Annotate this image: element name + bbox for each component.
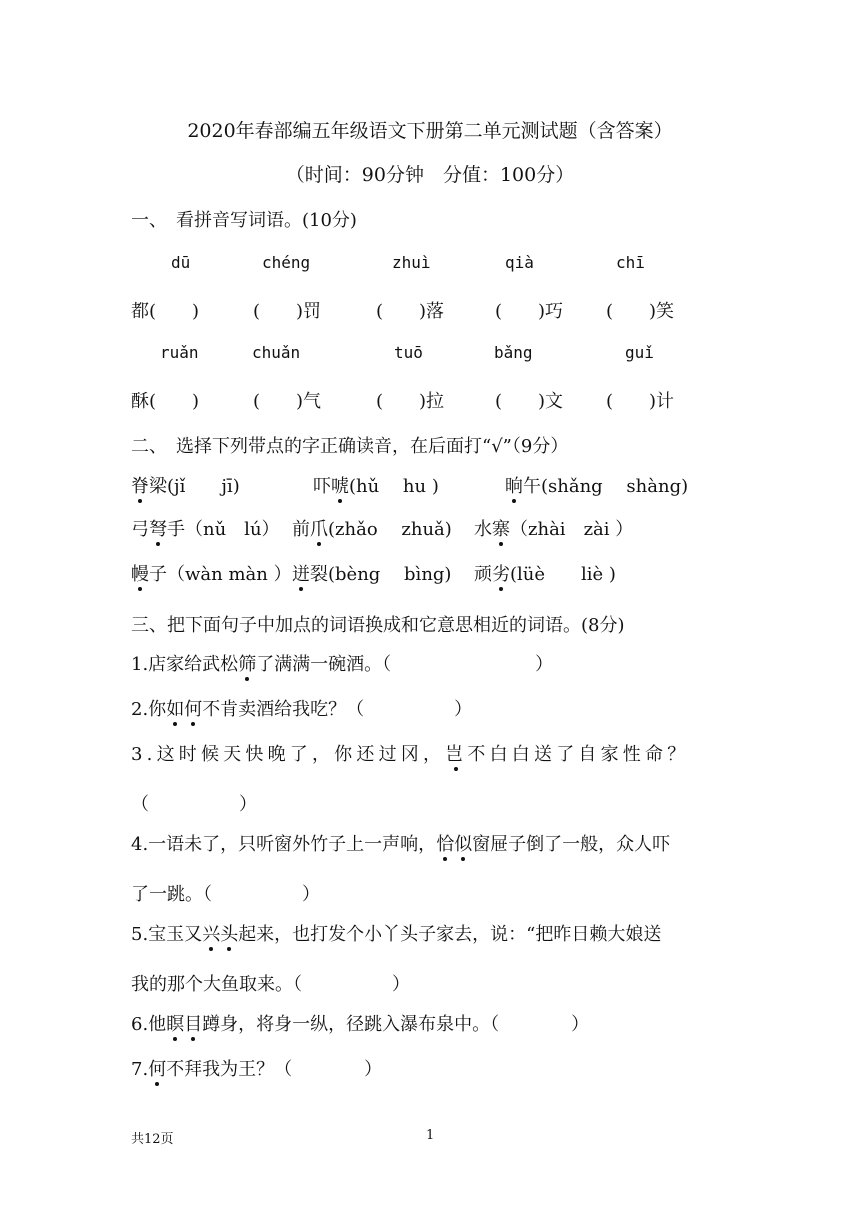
question-4-line2: 了一跳。（ ） xyxy=(131,884,320,905)
reading-item: 顽劣(lüè liè ) xyxy=(474,564,616,585)
pinyin: tuō xyxy=(394,343,423,362)
question-7: 7.何不拜我为王？（ ） xyxy=(131,1059,383,1080)
question-3: 3.这时候天快晚了，你还过冈，岂不白白送了自家性命？ xyxy=(131,744,690,765)
word-blank: 酥( ) xyxy=(131,391,200,412)
word-blank: ( )文 xyxy=(495,391,564,412)
reading-item: 水寨（zhài zài ） xyxy=(474,519,634,540)
pinyin: qià xyxy=(505,253,534,272)
pinyin: chī xyxy=(616,253,645,272)
pinyin: ruǎn xyxy=(160,343,199,362)
question-4: 4.一语未了，只听窗外竹子上一声响，恰似窗屉子倒了一般，众人吓 xyxy=(131,834,671,855)
reading-item: 吓唬(hǔ hu ) xyxy=(313,476,439,497)
question-2: 2.你如何不肯卖酒给我吃？（ ） xyxy=(131,699,473,720)
word-blank: ( )落 xyxy=(376,301,445,322)
footer-total-pages: 共12页 xyxy=(131,1132,174,1147)
reading-item: 脊梁(jǐ jī) xyxy=(131,476,240,497)
section-1-heading: 一、 看拼音写词语。(10分) xyxy=(131,210,357,231)
question-3-blank: （ ） xyxy=(131,794,257,815)
section-2-heading: 二、 选择下列带点的字正确读音，在后面打“√”（9分） xyxy=(131,436,569,457)
word-blank: ( )巧 xyxy=(495,301,564,322)
question-5-line2: 我的那个大鱼取来。（ ） xyxy=(131,974,410,995)
reading-item: 晌午(shǎng shàng) xyxy=(505,476,689,497)
pinyin: zhuì xyxy=(392,253,431,272)
section-3-heading: 三、把下面句子中加点的词语换成和它意思相近的词语。(8分) xyxy=(131,615,625,636)
reading-item: 前爪(zhǎo zhuǎ) xyxy=(292,519,452,540)
document-title: 2020年春部编五年级语文下册第二单元测试题（含答案） xyxy=(187,120,673,142)
pinyin: bǎng xyxy=(494,343,533,362)
word-blank: ( )气 xyxy=(253,391,322,412)
document-subtitle: （时间：90分钟 分值：100分） xyxy=(285,164,575,186)
word-blank: ( )笑 xyxy=(606,301,675,322)
word-blank: ( )拉 xyxy=(376,391,445,412)
word-blank: ( )罚 xyxy=(253,301,322,322)
word-blank: 都( ) xyxy=(131,301,200,322)
word-blank: ( )计 xyxy=(606,391,675,412)
pinyin: dū xyxy=(171,253,191,272)
pinyin: chéng xyxy=(262,253,311,272)
footer-page-number: 1 xyxy=(426,1128,435,1143)
reading-item: 幔子（wàn màn ） xyxy=(131,564,292,585)
question-1: 1.店家给武松筛了满满一碗酒。（ ） xyxy=(131,654,554,675)
reading-item: 弓弩手（nǔ lú） xyxy=(131,519,280,540)
reading-item: 迸裂(bèng bìng) xyxy=(292,564,452,585)
pinyin: guǐ xyxy=(625,343,654,362)
question-5: 5.宝玉又兴头起来，也打发个小丫头子家去，说：“把昨日赖大娘送 xyxy=(131,924,662,945)
pinyin: chuǎn xyxy=(252,343,301,362)
question-6: 6.他瞑目蹲身，将身一纵，径跳入瀑布泉中。（ ） xyxy=(131,1014,590,1035)
